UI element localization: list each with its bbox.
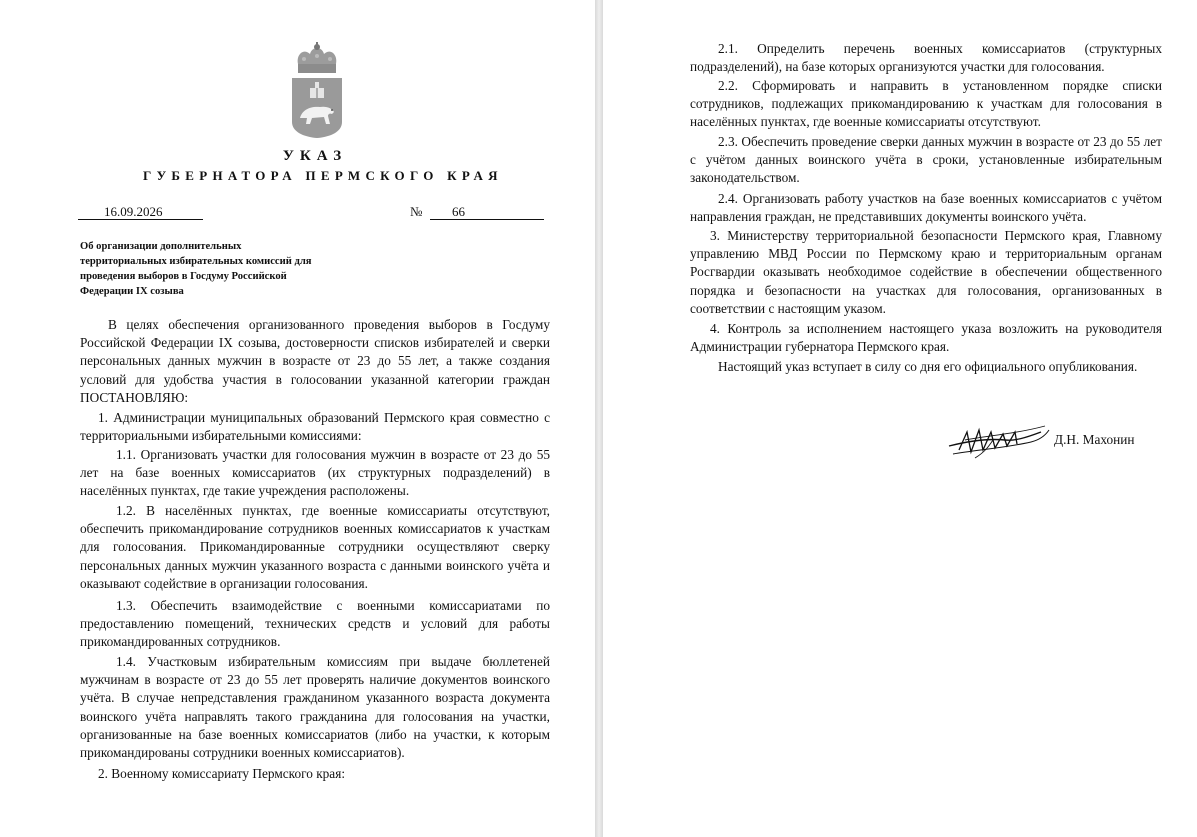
- item-3-paragraph: 3. Министерству территориальной безопасности Пермского края, Главному управлению МВД России по Пермскому краю и территориальным органам Росгвардии оказывать необходимое содействие в обеспечении общественного порядка и безопасности на участках для голосования, организованных в соответствии с настоящим указом.: [690, 228, 1162, 316]
- number-sign: №: [410, 204, 423, 219]
- decree-subtitle: ГУБЕРНАТОРА ПЕРМСКОГО КРАЯ: [143, 168, 503, 183]
- decree-title: УКАЗ: [282, 148, 348, 164]
- decree-date-field: [78, 204, 203, 220]
- preamble-paragraph: В целях обеспечения организованного проведения выборов в Госдуму Российской Федерации IX созыва, достоверности списков избирателей и сверки персональных данных мужчин в возрасте от 23 до 55 лет, а также создания условий для удобства участия в голосовании указанной категории граждан ПОСТАНОВЛЯЮ:: [80, 317, 550, 405]
- item-1-2-paragraph: 1.2. В населённых пунктах, где военные комиссариаты отсутствуют, обеспечить прикомандирование сотрудников военных комиссариатов к участкам для голосования. Прикомандированные сотрудники осуществляют сверку персональных данных мужчин указанного возраста с данными воинского учёта и оказывают содействие в организации голосования.: [80, 503, 550, 591]
- handwritten-signature-icon: [945, 420, 1055, 462]
- item-1-1-paragraph: 1.1. Организовать участки для голосования мужчин в возрасте от 23 до 55 лет на базе военных комиссариатов (их структурных подразделений) в населённых пунктах, где такие учреждения расположены.: [80, 447, 550, 499]
- decree-number-field: [430, 204, 544, 220]
- item-2-1-paragraph: 2.1. Определить перечень военных комиссариатов (структурных подразделений), на базе которых организуются участки для голосования.: [690, 41, 1162, 75]
- item-2-2-paragraph: 2.2. Сформировать и направить в установленном порядке списки сотрудников, подлежащих прикомандированию к участкам для голосования в населённых пунктах, где военные комиссариаты отсутствуют.: [690, 78, 1162, 130]
- coat-of-arms-icon: [290, 42, 344, 138]
- item-1-3-paragraph: 1.3. Обеспечить взаимодействие с военными комиссариатами по предоставлению помещений, технических средств и условий для работы прикомандированных сотрудников.: [80, 598, 550, 650]
- item-2-paragraph: 2. Военному комиссариату Пермского края:: [98, 766, 346, 781]
- item-2-3-paragraph: 2.3. Обеспечить проведение сверки данных мужчин в возрасте от 23 до 55 лет с учётом данных воинского учёта в сроки, установленные избирательным законодательством.: [690, 134, 1162, 186]
- effective-clause-paragraph: Настоящий указ вступает в силу со дня его официального опубликования.: [718, 359, 1138, 374]
- decree-subject: Об организации дополнительных территориальных избирательных комиссий для проведения выборов в Госдуму Российской Федерации IX созыва: [80, 241, 312, 297]
- decree-date: 16.09.2026: [104, 204, 163, 219]
- item-1-4-paragraph: 1.4. Участковым избирательным комиссиям при выдаче бюллетеней мужчинам в возрасте от 23 до 55 лет проверять наличие документов воинского учёта. В случае непредставления гражданином указанного возраста документа воинского учёта направлять такого гражданина для голосования на участки, организованные на базе военных комиссариатов (либо на участки, к которым прикомандированы сотрудники военных комиссариатов).: [80, 654, 550, 761]
- document-page-left: [0, 0, 595, 837]
- item-4-paragraph: 4. Контроль за исполнением настоящего указа возложить на руководителя Администрации губернатора Пермского края.: [690, 321, 1162, 355]
- decree-number: 66: [452, 204, 465, 219]
- item-2-4-paragraph: 2.4. Организовать работу участков на базе военных комиссариатов с учётом направления граждан, не представивших документы воинского учёта.: [690, 191, 1162, 225]
- page-gutter: [595, 0, 603, 837]
- item-1-paragraph: 1. Администрации муниципальных образований Пермского края совместно с территориальными избирательными комиссиями:: [80, 410, 550, 444]
- signer-name: Д.Н. Махонин: [1054, 432, 1135, 447]
